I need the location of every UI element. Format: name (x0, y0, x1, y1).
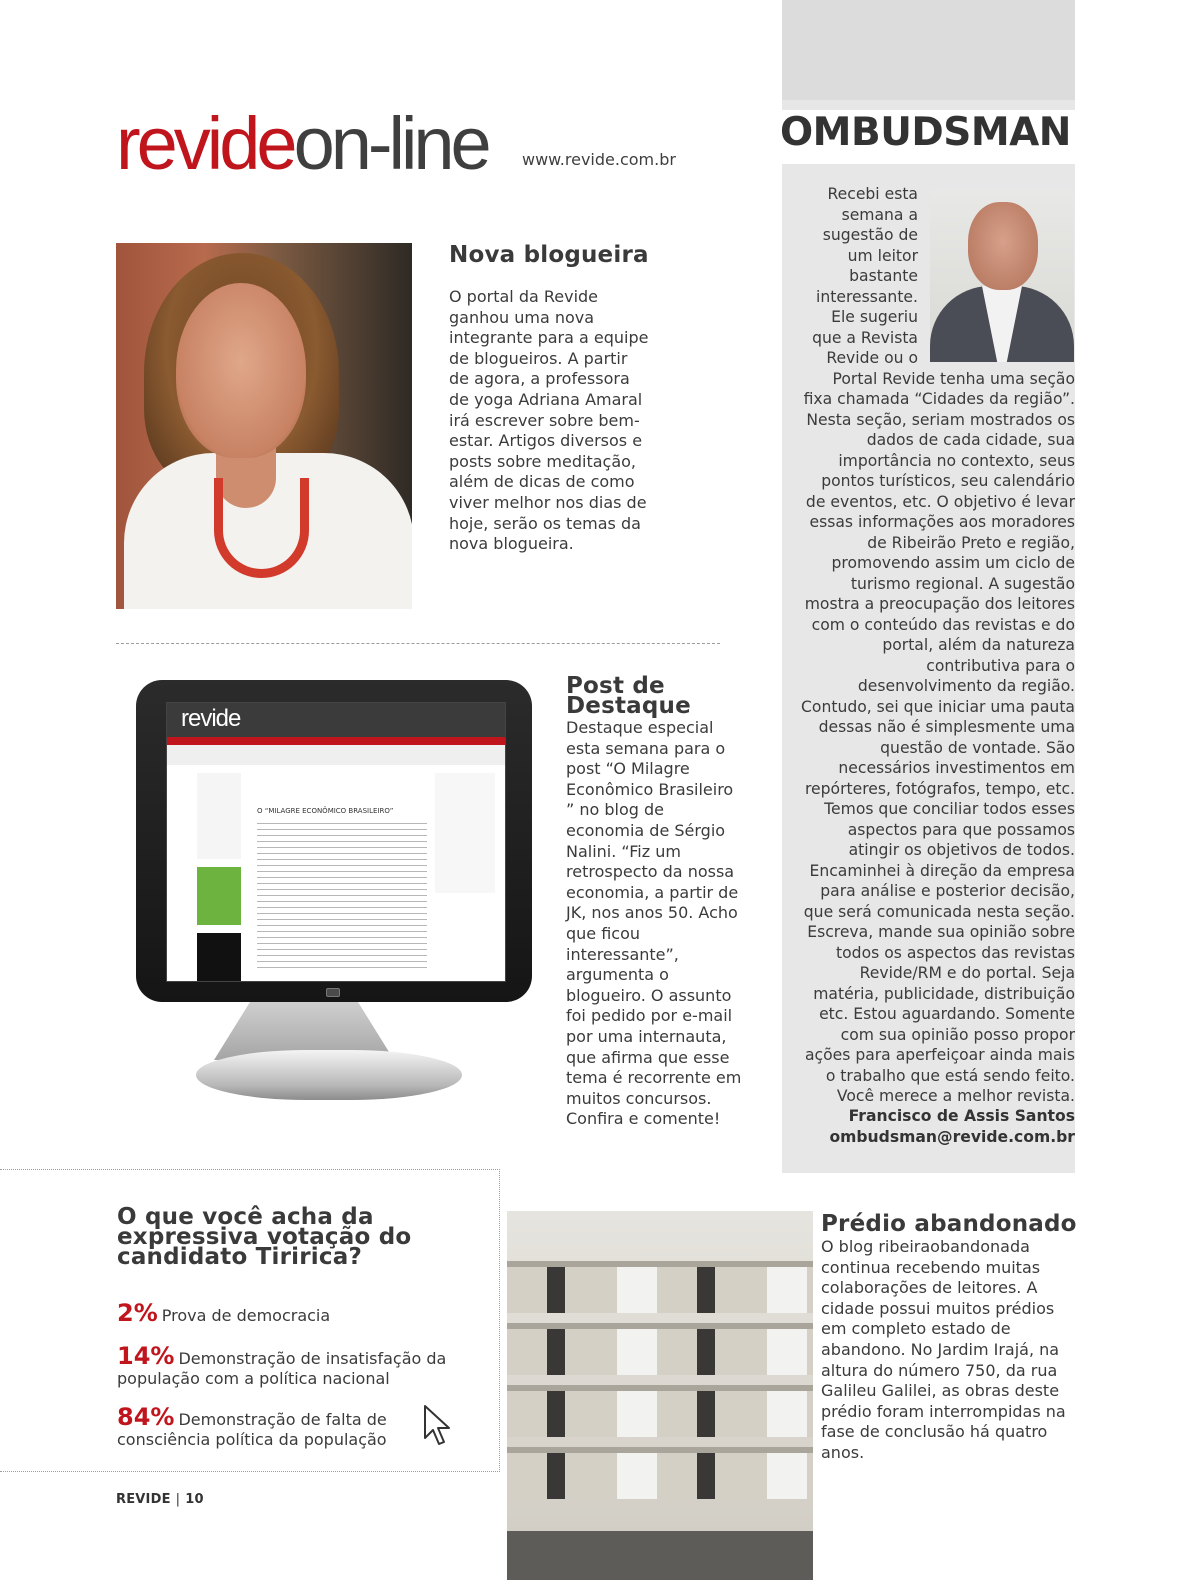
monitor-screen (166, 702, 506, 982)
nova-blogueira-title: Nova blogueira (449, 242, 649, 268)
poll-label: Demonstração de insatisfação da população com a política nacional (117, 1349, 447, 1388)
footer-separator: | (175, 1492, 181, 1507)
page-number: 10 (185, 1492, 204, 1507)
brand-red: revide (116, 102, 294, 185)
ombudsman-email[interactable]: ombudsman@revide.com.br (829, 1127, 1075, 1146)
screen-headline: O “MILAGRE ECONÔMICO BRASILEIRO” (257, 807, 394, 815)
predio-title: Prédio abandonado (821, 1211, 1077, 1237)
masthead (116, 102, 676, 185)
ombudsman-intro: Recebi esta semana a sugestão de um leitor bastante interessante. Ele sugeriu que a Revista Revide ou o (812, 185, 918, 367)
mouse-pointer-icon (423, 1404, 451, 1448)
brand-dark: on-line (293, 102, 488, 185)
poll-option[interactable] (117, 1342, 462, 1389)
ombudsman-text (800, 184, 1075, 1107)
photo-abandoned-building (507, 1211, 813, 1580)
poll-percent: 14% (117, 1342, 175, 1370)
publication-name: REVIDE (116, 1492, 171, 1507)
poll-label: Demonstração de falta de consciência política da população (117, 1410, 387, 1449)
power-led-icon (326, 988, 340, 997)
poll-percent: 2% (117, 1299, 158, 1327)
post-destaque-body: Destaque especial esta semana para o post “O Milagre Econômico Brasileiro ” no blog de economia de Sérgio Nalini. “Fiz um retrospecto da nossa economia, a partir de JK, nos anos 50. Acho que ficou interessante”, argumenta o blogueiro. O assunto foi pedido por e-mail por uma internauta, que afirma que esse tema é recorrente em muitos concursos. Confira e comente! (566, 718, 742, 1129)
nova-blogueira-body: O portal da Revide ganhou uma nova integrante para a equipe de blogueiros. A partir de agora, a professora de yoga Adriana Amaral irá escrever sobre bem-estar. Artigos diversos e posts sobre meditação, além de dicas de como viver melhor nos dias de hoje, serão os temas da nova blogueira. (449, 287, 649, 554)
ombudsman-author: Francisco de Assis Santos (848, 1107, 1075, 1125)
screen-brand: revide (167, 703, 505, 737)
predio-body: O blog ribeiraobandonada continua recebendo muitas colaborações de leitores. A cidade possui muitos prédios em completo estado de abandono. No Jardim Irajá, na altura do número 750, da rua Galileu Galilei, as obras deste prédio foram interrompidas na fase de conclusão há quatro anos. (821, 1237, 1066, 1462)
ombudsman-body: Portal Revide tenha uma seção fixa chamada “Cidades da região”. Nesta seção, seriam mostrados os dados de cada cidade, sua importância no contexto, seus pontos turísticos, seu calendário de eventos, etc. O objetivo é levar essas informações aos moradores de Ribeirão Preto e região, promovendo assim um ciclo de turismo regional. A sugestão mostra a preocupação dos leitores com o conteúdo das revistas e do portal, além da natureza contributiva para o desenvolvimento da região. Contudo, sei que iniciar uma pauta dessas não é simplesmente uma questão de vontade. São necessários investimentos em repórteres, fotógrafos, tempo, etc. Temos que conciliar todos esses aspectos para que possamos atingir os objetivos de todos. Encaminhei à direção da empresa para análise e posterior decisão, que será comunicada nesta seção. Escreva, mande sua opinião sobre todos os aspectos das revistas Revide/RM e do portal. Seja matéria, publicidade, distribuição etc. Estou aguardando. Somente com sua opinião posso propor ações para aperfeiçoar ainda mais o trabalho que está sendo feito. Você merece a melhor revista. (801, 369, 1075, 1105)
page-footer (116, 1492, 204, 1507)
poll-option[interactable] (117, 1299, 462, 1327)
post-destaque-title: Post de Destaque (566, 673, 691, 719)
photo-adriana-amaral (116, 243, 412, 609)
section-divider (116, 643, 720, 644)
ombudsman-signature (790, 1106, 1075, 1147)
poll-percent: 84% (117, 1403, 175, 1431)
ombudsman-title: OMBUDSMAN (780, 110, 1076, 164)
poll-label: Prova de democracia (161, 1306, 331, 1325)
site-url[interactable]: www.revide.com.br (522, 150, 676, 169)
poll-option[interactable] (117, 1403, 462, 1450)
ombudsman-band (782, 0, 1075, 100)
monitor-illustration (136, 680, 532, 1128)
poll-question: O que você acha da expressiva votação do candidato Tiririca? (117, 1204, 412, 1270)
brand-logo (116, 102, 488, 185)
